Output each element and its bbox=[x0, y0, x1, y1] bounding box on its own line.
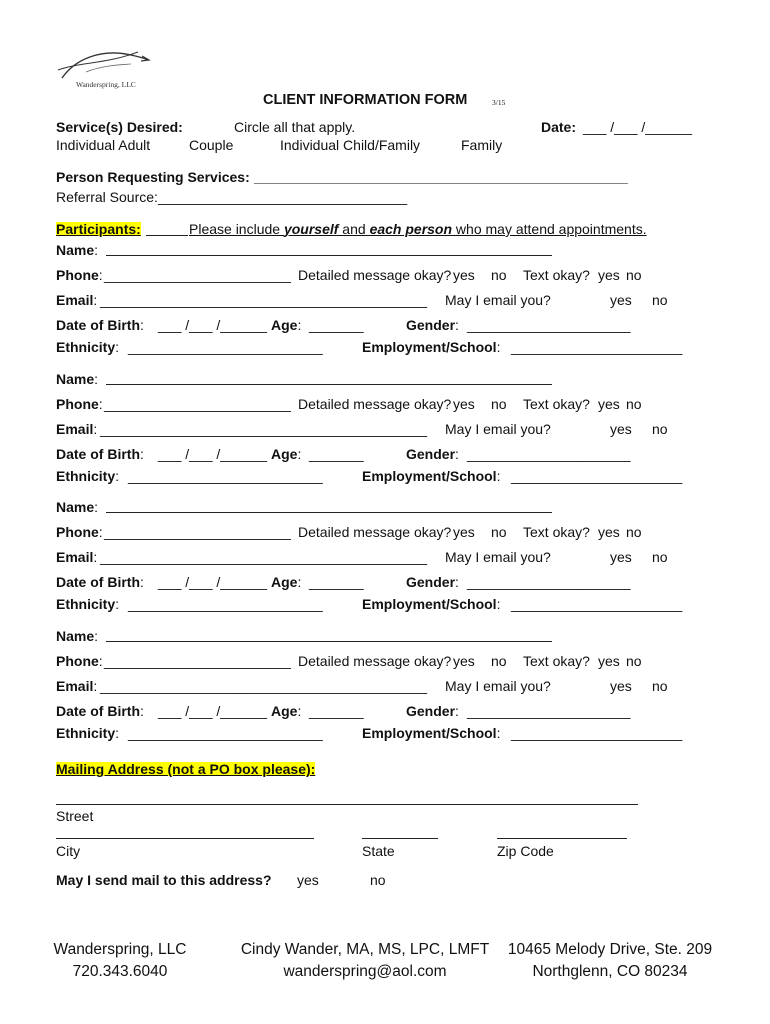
ethnicity-label: Ethnicity: bbox=[56, 339, 120, 355]
dob-label: Date of Birth: bbox=[56, 574, 144, 590]
name-field[interactable] bbox=[106, 641, 552, 642]
dob-field[interactable]: ___ /___ /______ bbox=[158, 703, 267, 719]
text-okay-question: Text okay? bbox=[523, 396, 590, 412]
detailed-message-question: Detailed message okay? bbox=[298, 524, 452, 540]
gender-field[interactable]: _____________________ bbox=[467, 446, 631, 462]
service-option-individual-child-family[interactable]: Individual Child/Family bbox=[280, 137, 421, 153]
phone-label: Phone: bbox=[56, 653, 103, 669]
employment-label: Employment/School: bbox=[362, 339, 501, 355]
age-field[interactable]: _______ bbox=[309, 703, 364, 719]
email-label: Email: bbox=[56, 549, 98, 565]
logo bbox=[56, 48, 166, 93]
service-option-family[interactable]: Family bbox=[461, 137, 503, 153]
participants-note-part: who may attend appointments. bbox=[452, 221, 647, 237]
phone-field[interactable]: ________________________ bbox=[104, 653, 291, 669]
ethnicity-label: Ethnicity: bbox=[56, 596, 120, 612]
text-okay-no[interactable]: no bbox=[626, 267, 642, 283]
name-field[interactable] bbox=[106, 384, 552, 385]
footer-clinician-name: Cindy Wander, MA, MS, LPC, LMFT bbox=[240, 941, 490, 958]
may-email-yes[interactable]: yes bbox=[610, 292, 632, 308]
participants-heading-rule bbox=[146, 235, 188, 236]
text-okay-no[interactable]: no bbox=[626, 396, 642, 412]
service-option-individual-adult[interactable]: Individual Adult bbox=[56, 137, 151, 153]
email-field[interactable]: __________________________________________ bbox=[100, 549, 428, 565]
circle-note: Circle all that apply. bbox=[234, 119, 356, 135]
referral-field[interactable]: ________________________________ bbox=[158, 189, 408, 205]
detailed-message-yes[interactable]: yes bbox=[453, 653, 475, 669]
referral-label: Referral Source: bbox=[56, 189, 158, 205]
date-field[interactable]: ___ /___ /______ bbox=[583, 119, 692, 135]
footer-address bbox=[495, 942, 725, 979]
detailed-message-yes[interactable]: yes bbox=[453, 524, 475, 540]
may-email-no[interactable]: no bbox=[652, 549, 668, 565]
name-field[interactable] bbox=[106, 512, 552, 513]
footer-address-line1: 10465 Melody Drive, Ste. 209 bbox=[507, 941, 713, 958]
ethnicity-field[interactable]: _________________________ bbox=[128, 725, 323, 741]
ethnicity-field[interactable]: _________________________ bbox=[128, 468, 323, 484]
detailed-message-question: Detailed message okay? bbox=[298, 396, 452, 412]
person-requesting-field[interactable]: ________________________________________________ bbox=[254, 169, 628, 185]
text-okay-yes[interactable]: yes bbox=[598, 267, 620, 283]
email-label: Email: bbox=[56, 292, 98, 308]
participants-note-part: Please include bbox=[189, 221, 284, 237]
detailed-message-no[interactable]: no bbox=[491, 524, 507, 540]
age-field[interactable]: _______ bbox=[309, 317, 364, 333]
state-field[interactable] bbox=[362, 838, 438, 839]
zip-label: Zip Code bbox=[497, 843, 554, 859]
logo-swoosh-icon bbox=[56, 48, 166, 82]
email-label: Email: bbox=[56, 421, 98, 437]
text-okay-question: Text okay? bbox=[523, 524, 590, 540]
may-email-question: May I email you? bbox=[445, 678, 551, 694]
dob-label: Date of Birth: bbox=[56, 703, 144, 719]
may-email-question: May I email you? bbox=[445, 292, 551, 308]
dob-field[interactable]: ___ /___ /______ bbox=[158, 317, 267, 333]
dob-field[interactable]: ___ /___ /______ bbox=[158, 446, 267, 462]
phone-label: Phone: bbox=[56, 267, 103, 283]
detailed-message-no[interactable]: no bbox=[491, 267, 507, 283]
ethnicity-field[interactable]: _________________________ bbox=[128, 339, 323, 355]
may-email-question: May I email you? bbox=[445, 421, 551, 437]
gender-field[interactable]: _____________________ bbox=[467, 574, 631, 590]
footer-company bbox=[40, 942, 200, 979]
service-option-couple[interactable]: Couple bbox=[189, 137, 234, 153]
email-field[interactable]: __________________________________________ bbox=[100, 421, 428, 437]
date-label: Date: bbox=[541, 119, 577, 135]
ethnicity-field[interactable]: _________________________ bbox=[128, 596, 323, 612]
employment-field[interactable]: ______________________ bbox=[511, 339, 683, 355]
may-email-yes[interactable]: yes bbox=[610, 421, 632, 437]
dob-label: Date of Birth: bbox=[56, 446, 144, 462]
footer-address-line2: Northglenn, CO 80234 bbox=[532, 962, 688, 980]
detailed-message-yes[interactable]: yes bbox=[453, 396, 475, 412]
employment-label: Employment/School: bbox=[362, 725, 501, 741]
text-okay-yes[interactable]: yes bbox=[598, 653, 620, 669]
name-field[interactable] bbox=[106, 255, 552, 256]
text-okay-question: Text okay? bbox=[523, 267, 590, 283]
may-email-question: May I email you? bbox=[445, 549, 551, 565]
text-okay-no[interactable]: no bbox=[626, 653, 642, 669]
ethnicity-label: Ethnicity: bbox=[56, 725, 120, 741]
send-mail-yes[interactable]: yes bbox=[297, 872, 319, 888]
street-label: Street bbox=[56, 808, 94, 824]
age-field[interactable]: _______ bbox=[309, 446, 364, 462]
name-label: Name: bbox=[56, 628, 99, 644]
person-requesting-label: Person Requesting Services: bbox=[56, 169, 250, 185]
gender-label: Gender: bbox=[406, 574, 459, 590]
email-label: Email: bbox=[56, 678, 98, 694]
footer-phone: 720.343.6040 bbox=[72, 962, 168, 980]
form-title: CLIENT INFORMATION FORM bbox=[263, 92, 468, 108]
text-okay-question: Text okay? bbox=[523, 653, 590, 669]
may-email-yes[interactable]: yes bbox=[610, 678, 632, 694]
city-field[interactable] bbox=[56, 838, 314, 839]
age-label: Age: bbox=[271, 574, 302, 590]
employment-label: Employment/School: bbox=[362, 468, 501, 484]
form-version: 3/15 bbox=[492, 98, 506, 107]
email-field[interactable]: __________________________________________ bbox=[100, 678, 428, 694]
logo-text: Wanderspring, LLC bbox=[76, 80, 136, 89]
ethnicity-label: Ethnicity: bbox=[56, 468, 120, 484]
zip-field[interactable] bbox=[497, 838, 627, 839]
employment-field[interactable]: ______________________ bbox=[511, 725, 683, 741]
may-email-yes[interactable]: yes bbox=[610, 549, 632, 565]
may-email-no[interactable]: no bbox=[652, 421, 668, 437]
name-label: Name: bbox=[56, 499, 99, 515]
text-okay-yes[interactable]: yes bbox=[598, 396, 620, 412]
state-label: State bbox=[362, 843, 395, 859]
send-mail-question: May I send mail to this address? bbox=[56, 872, 272, 888]
may-email-no[interactable]: no bbox=[652, 678, 668, 694]
detailed-message-no[interactable]: no bbox=[491, 653, 507, 669]
age-label: Age: bbox=[271, 446, 302, 462]
dob-label: Date of Birth: bbox=[56, 317, 144, 333]
participants-note-part: and bbox=[338, 221, 370, 237]
detailed-message-question: Detailed message okay? bbox=[298, 653, 452, 669]
phone-field[interactable]: ________________________ bbox=[104, 267, 291, 283]
phone-label: Phone: bbox=[56, 524, 103, 540]
street-field[interactable] bbox=[56, 804, 638, 805]
phone-label: Phone: bbox=[56, 396, 103, 412]
gender-label: Gender: bbox=[406, 446, 459, 462]
age-field[interactable]: _______ bbox=[309, 574, 364, 590]
phone-field[interactable]: ________________________ bbox=[104, 524, 291, 540]
may-email-no[interactable]: no bbox=[652, 292, 668, 308]
email-field[interactable]: __________________________________________ bbox=[100, 292, 428, 308]
text-okay-no[interactable]: no bbox=[626, 524, 642, 540]
participants-note-each-person: each person bbox=[369, 221, 453, 237]
detailed-message-question: Detailed message okay? bbox=[298, 267, 452, 283]
detailed-message-no[interactable]: no bbox=[491, 396, 507, 412]
participants-note bbox=[189, 222, 647, 236]
gender-field[interactable]: _____________________ bbox=[467, 703, 631, 719]
footer-email: wanderspring@aol.com bbox=[283, 962, 447, 980]
gender-label: Gender: bbox=[406, 703, 459, 719]
employment-label: Employment/School: bbox=[362, 596, 501, 612]
send-mail-no[interactable]: no bbox=[370, 872, 386, 888]
name-label: Name: bbox=[56, 242, 99, 258]
participants-heading: Participants: bbox=[56, 221, 141, 237]
footer-clinician bbox=[220, 942, 510, 979]
footer-company-name: Wanderspring, LLC bbox=[53, 941, 187, 958]
services-label: Service(s) Desired: bbox=[56, 119, 183, 135]
dob-field[interactable]: ___ /___ /______ bbox=[158, 574, 267, 590]
city-label: City bbox=[56, 843, 81, 859]
name-label: Name: bbox=[56, 371, 99, 387]
detailed-message-yes[interactable]: yes bbox=[453, 267, 475, 283]
text-okay-yes[interactable]: yes bbox=[598, 524, 620, 540]
age-label: Age: bbox=[271, 703, 302, 719]
mailing-address-heading: Mailing Address (not a PO box please): bbox=[56, 761, 316, 777]
phone-field[interactable]: ________________________ bbox=[104, 396, 291, 412]
employment-field[interactable]: ______________________ bbox=[511, 468, 683, 484]
employment-field[interactable]: ______________________ bbox=[511, 596, 683, 612]
participants-note-yourself: yourself bbox=[283, 221, 339, 237]
gender-label: Gender: bbox=[406, 317, 459, 333]
gender-field[interactable]: _____________________ bbox=[467, 317, 631, 333]
age-label: Age: bbox=[271, 317, 302, 333]
